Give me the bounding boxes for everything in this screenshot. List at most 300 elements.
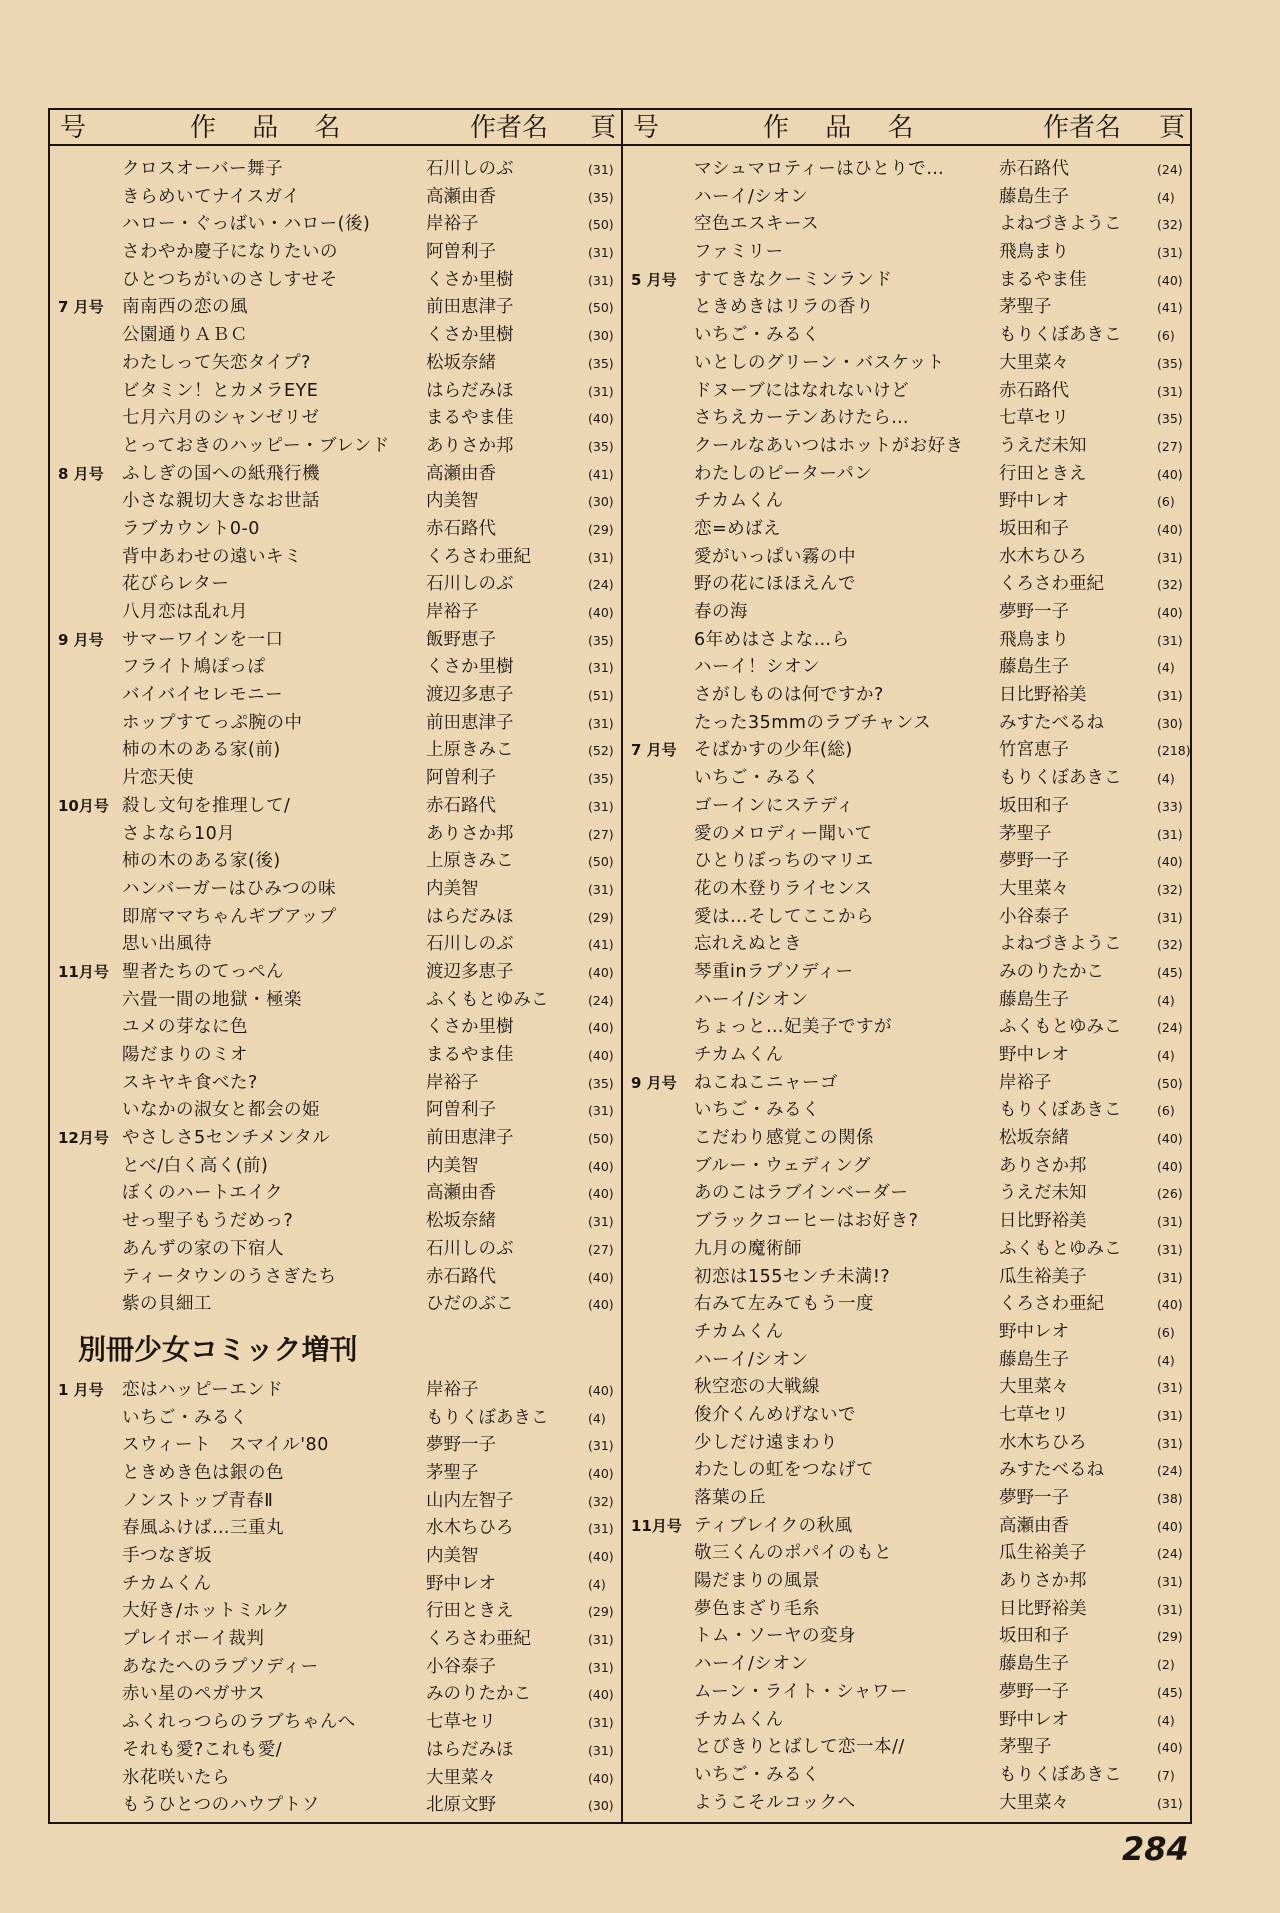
page-count: (35) — [588, 771, 614, 787]
page-count: (31) — [1157, 1214, 1183, 1230]
work-title: スウィート スマイル'80 — [122, 1435, 329, 1456]
table-row — [631, 294, 1187, 322]
table-row — [58, 1543, 618, 1571]
page-count: (24) — [1157, 162, 1183, 177]
work-title: ホップすてっぷ腕の中 — [122, 712, 303, 733]
work-title: チカムくん — [122, 1573, 212, 1594]
table-row — [58, 1681, 618, 1709]
author-name: 茅聖子 — [426, 1462, 479, 1483]
page-count: (32) — [1157, 937, 1183, 953]
page-count: (50) — [588, 217, 614, 233]
page-count: (29) — [1157, 1629, 1183, 1645]
table-row — [631, 848, 1187, 876]
table-row — [58, 876, 618, 904]
table-row — [58, 737, 618, 765]
table-row — [58, 1460, 618, 1488]
author-name: 大里菜々 — [999, 878, 1069, 899]
page-count: (31) — [588, 1521, 614, 1537]
work-title: 恋=めばえ — [694, 518, 782, 539]
header-page: 頁 — [1159, 113, 1186, 143]
table-row — [58, 378, 618, 406]
author-name: 赤石路代 — [426, 1266, 496, 1287]
author-name: みのりたかこ — [426, 1684, 531, 1705]
author-name: まるやま佳 — [426, 1045, 514, 1065]
header-author: 作者名 — [470, 113, 549, 143]
table-row — [58, 904, 618, 932]
page-count: (35) — [588, 438, 614, 454]
page-count: (35) — [588, 1075, 614, 1091]
author-name: 北原文野 — [426, 1795, 496, 1816]
table-row — [58, 1125, 618, 1153]
work-title: 俊介くんめげないで — [694, 1404, 856, 1425]
work-title: 公園通りＡＢＣ — [122, 325, 248, 346]
author-name: もりくぼあきこ — [999, 768, 1122, 789]
table-row — [58, 1515, 618, 1543]
work-title: ハーイ/シオン — [694, 1654, 809, 1675]
table-row — [631, 710, 1187, 738]
work-title: スキヤキ食べた? — [122, 1072, 258, 1093]
page-count: (4) — [1157, 771, 1175, 787]
work-title: フライト鳩ぽっぽ — [122, 657, 266, 678]
page-count: (29) — [588, 1604, 614, 1620]
author-name: くさか里樹 — [426, 657, 514, 678]
author-name: 石川しのぶ — [426, 574, 514, 595]
page-count: (31) — [588, 1715, 614, 1731]
author-name: 上原きみこ — [426, 851, 514, 872]
page-count: (40) — [1157, 605, 1183, 620]
work-title: 落葉の丘 — [694, 1488, 766, 1508]
author-name: 夢野一子 — [999, 1681, 1069, 1702]
table-row — [631, 378, 1187, 406]
table-row — [631, 1679, 1187, 1707]
table-row — [58, 1405, 618, 1433]
work-title: 南南西の恋の風 — [122, 297, 248, 318]
page-count: (6) — [1157, 1103, 1175, 1119]
author-name: 坂田和子 — [999, 795, 1069, 816]
table-row — [58, 571, 618, 599]
page-number: 284 — [1122, 1830, 1189, 1868]
author-name: 七草セリ — [999, 1404, 1069, 1425]
work-title: トム・ソーヤの変身 — [694, 1626, 856, 1647]
work-title: いなかの淑女と都会の姫 — [122, 1100, 320, 1121]
author-name: 赤石路代 — [999, 159, 1069, 179]
author-name: くろさわ亜紀 — [426, 1629, 531, 1650]
work-title: 花の木登りライセンス — [694, 878, 873, 899]
work-title: いちご・みるく — [694, 325, 820, 346]
work-title: 愛がいっぱい霧の中 — [694, 546, 856, 567]
author-name: 夢野一子 — [999, 602, 1069, 622]
header-issue: 号 — [60, 113, 87, 143]
author-name: 日比野裕美 — [999, 685, 1087, 706]
author-name: 飛鳥まり — [999, 242, 1069, 263]
table-row — [58, 239, 618, 267]
author-name: うえだ未知 — [999, 435, 1087, 456]
author-name: 大里菜々 — [999, 352, 1069, 373]
work-title: 陽だまりのミオ — [122, 1045, 248, 1065]
page-count: (31) — [588, 1632, 614, 1648]
work-title: ブルー・ウェディング — [694, 1155, 871, 1176]
work-title: いちご・みるく — [694, 1764, 820, 1785]
author-name: よねづきようこ — [999, 934, 1122, 955]
table-row — [631, 1291, 1187, 1319]
work-title: ひとりぼっちのマリエ — [694, 851, 874, 872]
page-count: (31) — [1157, 549, 1183, 565]
author-name: 野中レオ — [999, 1709, 1069, 1730]
author-name: 野中レオ — [999, 491, 1069, 512]
page-count: (45) — [1157, 1684, 1183, 1700]
page-count: (30) — [588, 328, 614, 344]
work-title: 手つなぎ坂 — [122, 1546, 212, 1566]
table-row — [58, 1377, 618, 1405]
work-title: ときめきはリラの香り — [694, 297, 874, 318]
author-name: 赤石路代 — [426, 795, 496, 816]
table-row — [58, 488, 618, 516]
page-count: (40) — [588, 1549, 614, 1564]
work-title: 空色エスキース — [694, 214, 820, 235]
table-row — [631, 1180, 1187, 1208]
author-name: 藤島生子 — [999, 989, 1069, 1010]
page-count: (6) — [1157, 494, 1175, 510]
work-title: いちご・みるく — [694, 768, 820, 789]
table-row — [58, 211, 618, 239]
left-column — [58, 156, 618, 1820]
page-count: (6) — [1157, 1324, 1175, 1340]
work-title: 氷花咲いたら — [122, 1767, 230, 1788]
page-count: (4) — [1157, 992, 1175, 1008]
author-name: 渡辺多恵子 — [426, 685, 514, 706]
work-title: 紫の貝細工 — [122, 1294, 212, 1315]
table-row — [631, 239, 1187, 267]
work-title: いちご・みるく — [694, 1100, 820, 1121]
work-title: ハーイ/シオン — [694, 186, 809, 207]
page-count: (31) — [1157, 1407, 1183, 1423]
work-title: 小さな親切大きなお世話 — [122, 491, 320, 512]
author-name: 藤島生子 — [999, 1349, 1069, 1370]
work-title: あなたへのラプソディー — [122, 1656, 319, 1677]
table-row — [631, 1125, 1187, 1153]
work-title: 柿の木のある家(後) — [122, 851, 281, 872]
author-name: 藤島生子 — [999, 186, 1069, 207]
table-row — [631, 1347, 1187, 1375]
table-row — [631, 1485, 1187, 1513]
page-count: (31) — [588, 798, 614, 814]
table-row — [631, 904, 1187, 932]
work-title: 春風ふけば…三重丸 — [122, 1518, 284, 1539]
page-count: (40) — [1157, 1740, 1183, 1756]
table-row — [631, 1374, 1187, 1402]
work-title: 花びらレター — [122, 574, 230, 595]
issue-label: 9 月号 — [631, 1073, 677, 1092]
page-count: (40) — [1157, 521, 1183, 537]
page-count: (31) — [1157, 1241, 1183, 1257]
page-count: (40) — [588, 1297, 614, 1313]
work-title: ふくれっつらのラブちゃんへ — [122, 1712, 356, 1733]
work-title: チカムくん — [694, 491, 784, 512]
author-name: 日比野裕美 — [999, 1598, 1087, 1619]
table-row — [58, 1598, 618, 1626]
author-name: くさか里樹 — [426, 269, 514, 290]
page-count: (40) — [1157, 272, 1183, 288]
work-title: 夢色まざり毛糸 — [694, 1598, 820, 1619]
work-title: きらめいてナイスガイ — [122, 186, 301, 207]
author-name: 高瀬由香 — [426, 463, 496, 484]
table-row — [631, 1457, 1187, 1485]
author-name: 茅聖子 — [999, 1737, 1052, 1758]
page-count: (45) — [1157, 964, 1183, 980]
table-row — [58, 793, 618, 821]
page-count: (31) — [1157, 245, 1183, 261]
work-title: 七月六月のシャンゼリゼ — [122, 408, 320, 429]
author-name: 野中レオ — [999, 1045, 1069, 1065]
work-title: さよなら10月 — [122, 823, 236, 844]
author-name: くろさわ亜紀 — [999, 1294, 1104, 1315]
work-title: ハーイ！シオン — [694, 657, 820, 678]
table-row — [631, 1513, 1187, 1541]
table-row — [58, 1792, 618, 1820]
work-title: それも愛?これも愛/ — [122, 1739, 283, 1760]
table-row — [58, 294, 618, 322]
work-title: ハロー・ぐっばい・ハロー(後) — [122, 214, 371, 235]
work-title: 九月の魔術師 — [694, 1238, 802, 1259]
author-name: 石川しのぶ — [426, 934, 514, 955]
author-name: 渡辺多恵子 — [426, 961, 514, 982]
author-name: もりくぼあきこ — [999, 325, 1122, 346]
author-name: 日比野裕美 — [999, 1211, 1087, 1232]
author-name: 岸裕子 — [426, 214, 479, 235]
table-row — [58, 1432, 618, 1460]
issue-label: 7 月号 — [58, 298, 104, 317]
work-title: 6年めはさよな…ら — [694, 629, 850, 650]
work-title: 背中あわせの遠いキミ — [122, 546, 302, 567]
author-name: 上原きみこ — [426, 740, 514, 761]
author-name: 赤石路代 — [999, 380, 1069, 401]
work-title: 殺し文句を推理して/ — [122, 795, 291, 816]
page-count: (2) — [1157, 1657, 1175, 1673]
work-title: 聖者たちのてっぺん — [122, 961, 284, 982]
work-title: ブラックコーヒーはお好き? — [694, 1211, 919, 1232]
work-title: 片恋天使 — [122, 768, 194, 789]
page-count: (31) — [588, 245, 614, 261]
author-name: くろさわ亜紀 — [426, 546, 531, 567]
page-count: (40) — [1157, 1131, 1183, 1147]
page-count: (218) — [1157, 743, 1191, 759]
author-name: ふくもとゆみこ — [999, 1017, 1122, 1038]
page-count: (31) — [1157, 383, 1183, 399]
page-count: (50) — [588, 300, 614, 316]
author-name: 松坂奈緒 — [999, 1128, 1069, 1149]
table-row — [631, 1014, 1187, 1042]
page-count: (40) — [588, 1048, 614, 1063]
page-count: (30) — [588, 494, 614, 510]
author-name: 野中レオ — [426, 1573, 496, 1594]
page-count: (31) — [1157, 1435, 1183, 1451]
table-row — [631, 571, 1187, 599]
author-name: 岸裕子 — [426, 1379, 479, 1400]
work-title: ようこそルコックへ — [694, 1792, 856, 1813]
work-title: ファミリー — [694, 242, 784, 263]
work-title: バイバイセレモニー — [122, 685, 284, 706]
table-row — [631, 1097, 1187, 1125]
author-name: 小谷泰子 — [426, 1656, 496, 1677]
author-name: ふくもとゆみこ — [426, 989, 549, 1010]
table-row — [58, 1097, 618, 1125]
work-title: 恋はハッピーエンド — [122, 1379, 284, 1400]
work-title: ラブカウント0-0 — [122, 518, 260, 539]
author-name: ふくもとゆみこ — [999, 1238, 1122, 1259]
table-row — [631, 1208, 1187, 1236]
work-title: わたしの虹をつなげて — [694, 1460, 874, 1481]
author-name: 大里菜々 — [426, 1767, 496, 1788]
page-count: (4) — [1157, 1712, 1175, 1728]
work-title: ぼくのハートエイク — [122, 1183, 283, 1204]
work-title: 即席ママちゃんギブアップ — [122, 906, 337, 927]
table-row — [58, 544, 618, 572]
author-name: 大里菜々 — [999, 1377, 1069, 1398]
page-count: (27) — [588, 1241, 614, 1257]
work-title: いちご・みるく — [122, 1407, 248, 1428]
page-count: (35) — [588, 632, 614, 648]
page-count: (40) — [588, 411, 614, 427]
page-count: (24) — [1157, 1020, 1183, 1036]
page-count: (29) — [588, 521, 614, 537]
table-row — [58, 1208, 618, 1236]
author-name: はらだみほ — [426, 1739, 514, 1760]
page-count: (32) — [588, 1493, 614, 1509]
table-row — [58, 1571, 618, 1599]
column-divider — [621, 108, 623, 1824]
page-count: (40) — [1157, 466, 1183, 482]
author-name: 高瀬由香 — [426, 186, 496, 207]
page-count: (41) — [1157, 300, 1183, 316]
author-name: 岸裕子 — [999, 1072, 1052, 1093]
work-title: 愛は…そしてここから — [694, 906, 874, 927]
table-row — [631, 488, 1187, 516]
work-title: ハンバーガーはひみつの味 — [122, 878, 337, 899]
table-row — [631, 1596, 1187, 1624]
author-name: うえだ未知 — [999, 1183, 1087, 1204]
table-header-right — [623, 110, 1190, 146]
page-count: (31) — [1157, 1574, 1183, 1590]
author-name: もりくぼあきこ — [999, 1764, 1122, 1785]
table-row — [58, 627, 618, 655]
work-title: ムーン・ライト・シャワー — [694, 1681, 908, 1702]
issue-label: 5 月号 — [631, 270, 677, 289]
work-title: さがしものは何ですか? — [694, 685, 884, 706]
table-row — [58, 1070, 618, 1098]
page-count: (30) — [588, 1798, 614, 1814]
work-title: わたしのピーターパン — [694, 463, 873, 484]
author-name: 夢野一子 — [999, 1488, 1069, 1508]
work-title: サマーワインを一口 — [122, 629, 284, 650]
page-count: (32) — [1157, 577, 1183, 593]
page-count: (4) — [1157, 189, 1175, 205]
page-count: (40) — [588, 1382, 614, 1398]
page-count: (24) — [588, 577, 614, 593]
table-row — [631, 184, 1187, 212]
table-row — [58, 1264, 618, 1292]
work-title: ティブレイクの秋風 — [694, 1515, 853, 1536]
page-count: (40) — [588, 1770, 614, 1786]
table-row — [631, 1430, 1187, 1458]
page-count: (24) — [1157, 1546, 1183, 1562]
table-row — [631, 1623, 1187, 1651]
work-title: すてきなクーミンランド — [694, 269, 893, 290]
table-row — [631, 1734, 1187, 1762]
page-count: (30) — [1157, 715, 1183, 731]
page-count: (51) — [588, 688, 614, 704]
author-name: 内美智 — [426, 491, 479, 512]
work-title: たった35mmのラブチャンス — [694, 712, 932, 733]
author-name: 竹宮恵子 — [999, 740, 1069, 761]
page-count: (52) — [588, 743, 614, 759]
work-title: やさしさ5センチメンタル — [122, 1128, 331, 1149]
issue-label: 9 月号 — [58, 630, 104, 649]
page-count: (31) — [1157, 826, 1183, 842]
work-title: チカムくん — [694, 1045, 784, 1065]
author-name: 水木ちひろ — [426, 1518, 514, 1539]
work-title: ゴーインにステディ — [694, 795, 855, 816]
work-title: チカムくん — [694, 1321, 784, 1342]
page-count: (50) — [1157, 1075, 1183, 1091]
page-count: (6) — [1157, 328, 1175, 344]
author-name: 瓜生裕美子 — [999, 1543, 1087, 1564]
work-title: せっ聖子もうだめっ? — [122, 1211, 294, 1232]
author-name: ありさか邦 — [426, 823, 514, 844]
table-row — [58, 821, 618, 849]
table-row — [58, 1765, 618, 1793]
table-row — [631, 516, 1187, 544]
author-name: くさか里樹 — [426, 1017, 514, 1038]
page-count: (29) — [588, 909, 614, 925]
work-title: ノンストップ青春Ⅱ — [122, 1490, 274, 1511]
work-title: さわやか慶子になりたいの — [122, 242, 338, 263]
table-row — [631, 765, 1187, 793]
section-heading: 別冊少女コミック増刊 — [78, 1332, 358, 1366]
author-name: もりくぼあきこ — [426, 1407, 549, 1428]
page-count: (31) — [1157, 1269, 1183, 1285]
author-name: 大里菜々 — [999, 1792, 1069, 1813]
page-count: (24) — [1157, 1463, 1183, 1479]
page-count: (50) — [588, 854, 614, 870]
page-count: (31) — [1157, 632, 1183, 648]
table-row — [631, 793, 1187, 821]
issue-label: 10月号 — [58, 796, 109, 815]
work-title: とっておきのハッピー・ブレンド — [122, 435, 390, 456]
table-row — [58, 461, 618, 489]
table-row — [631, 1264, 1187, 1292]
page-count: (31) — [588, 383, 614, 399]
table-row — [631, 211, 1187, 239]
table-row — [58, 1626, 618, 1654]
header-title: 作 品 名 — [190, 113, 355, 143]
table-row — [631, 1319, 1187, 1347]
work-title: ハーイ/シオン — [694, 1349, 809, 1370]
author-name: 夢野一子 — [999, 851, 1069, 872]
issue-label: 11月号 — [58, 962, 109, 981]
author-name: 水木ちひろ — [999, 1432, 1087, 1453]
author-name: 松坂奈緒 — [426, 352, 496, 373]
page-count: (4) — [1157, 660, 1175, 676]
issue-label: 7 月号 — [631, 741, 677, 760]
page-count: (31) — [1157, 909, 1183, 925]
author-name: もりくぼあきこ — [999, 1100, 1122, 1121]
table-row — [631, 1540, 1187, 1568]
work-title: 赤い星のペガサス — [122, 1684, 266, 1705]
author-name: 飯野恵子 — [426, 629, 496, 650]
author-name: 阿曽利子 — [426, 768, 496, 789]
author-name: 阿曽利子 — [426, 1100, 496, 1121]
table-row — [631, 322, 1187, 350]
